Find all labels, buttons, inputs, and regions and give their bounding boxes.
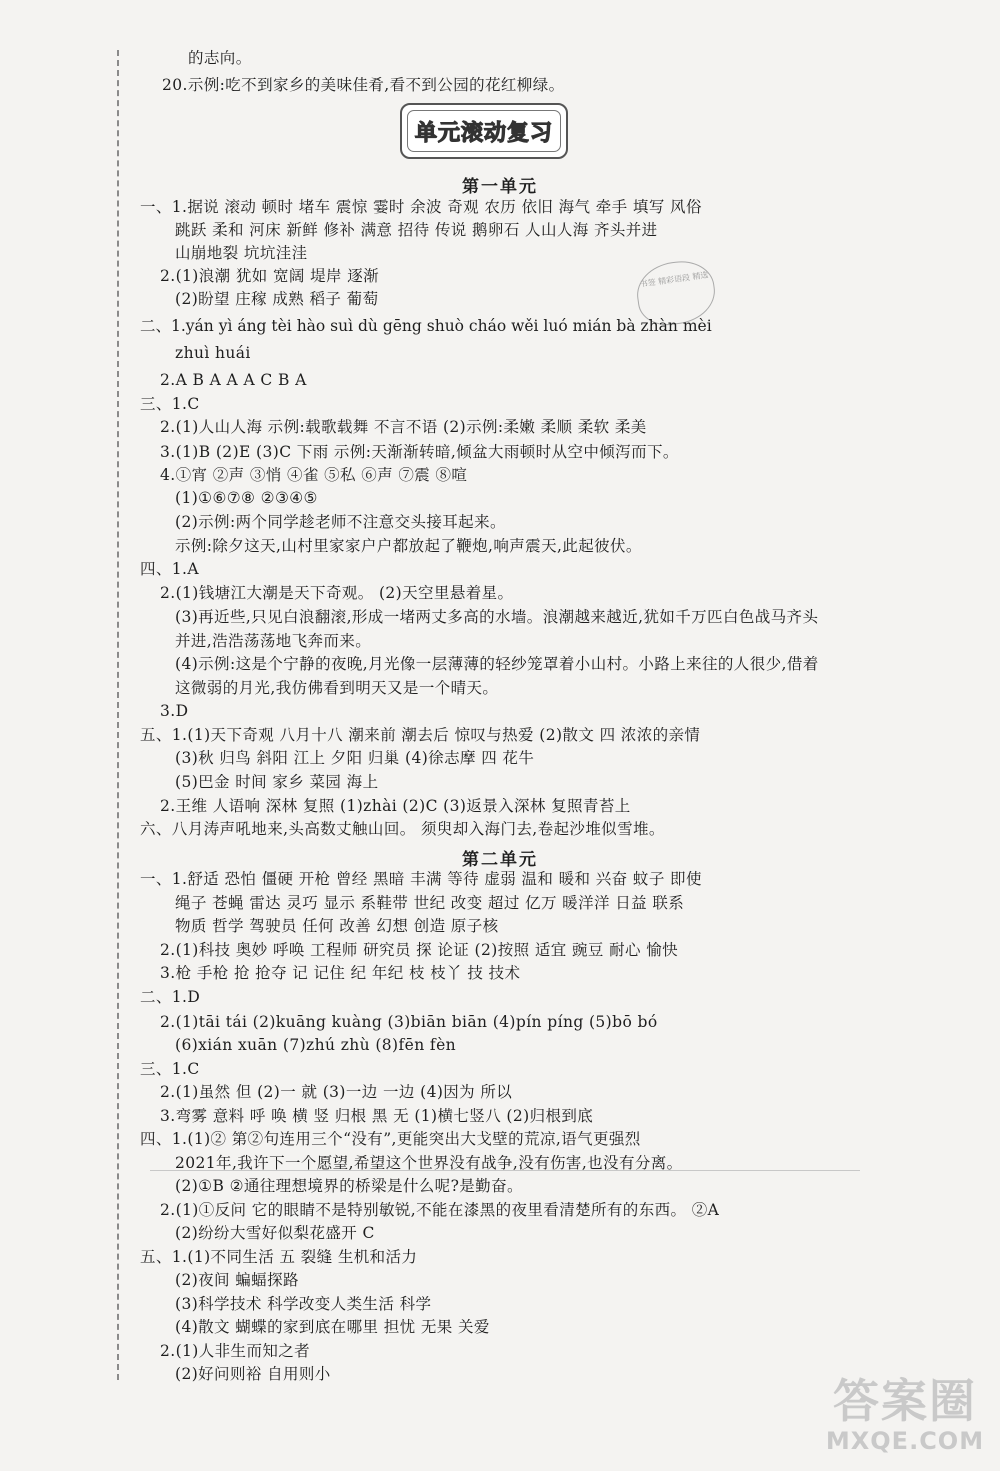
- unit1-line: (4)示例:这是个宁静的夜晚,月光像一层薄薄的轻纱笼罩着小山村。小路上来往的人很少,借着: [175, 655, 819, 673]
- unit1-line: zhuì huái: [175, 344, 251, 362]
- unit2-line: (6)xián xuān (7)zhú zhù (8)fēn fèn: [175, 1036, 457, 1054]
- binding-margin-line: [117, 50, 119, 1380]
- unit2-line: (2)好问则裕 自用则小: [175, 1365, 331, 1383]
- unit2-line: 2.(1)①反问 它的眼睛不是特别敏锐,不能在漆黑的夜里看清楚所有的东西。 ②A: [160, 1201, 720, 1219]
- unit2-line: 2021年,我许下一个愿望,希望这个世界没有战争,没有伤害,也没有分离。: [175, 1154, 683, 1172]
- site-watermark: [820, 1375, 990, 1460]
- unit2-line: 五、1.(1)不同生活 五 裂缝 生机和活力: [140, 1248, 418, 1266]
- watermark-logo-text: 答案圈: [833, 1374, 977, 1428]
- unit1-line: 跳跃 柔和 河床 新鲜 修补 满意 招待 传说 鹅卵石 人山人海 齐头并进: [175, 221, 658, 239]
- unit1-line: 山崩地裂 坑坑洼洼: [175, 244, 308, 262]
- unit-1-title: 第一单元: [462, 177, 538, 197]
- banner-title: 单元滚动复习: [407, 110, 561, 152]
- unit2-line: 3.枪 手枪 抢 抢夺 记 记住 纪 年纪 枝 枝丫 技 技术: [160, 964, 521, 982]
- unit1-line: 示例:除夕这天,山村里家家户户都放起了鞭炮,响声震天,此起彼伏。: [175, 537, 642, 555]
- unit1-line: 并进,浩浩荡荡地飞奔而来。: [175, 632, 372, 650]
- unit2-line: 四、1.(1)② 第②句连用三个“没有”,更能突出大戈壁的荒凉,语气更强烈: [140, 1130, 641, 1148]
- unit2-line: 一、1.舒适 恐怕 僵硬 开枪 曾经 黑暗 丰满 等待 虚弱 温和 暖和 兴奋 蚊子 即使: [140, 870, 702, 888]
- unit1-line: 2.(1)浪潮 犹如 宽阔 堤岸 逐渐: [160, 267, 380, 285]
- unit1-line: 2.(1)钱塘江大潮是天下奇观。 (2)天空里悬着星。: [160, 584, 514, 602]
- unit2-line: 物质 哲学 驾驶员 任何 改善 幻想 创造 原子核: [175, 917, 499, 935]
- unit2-line: 2.(1)科技 奥妙 呼唤 工程师 研究员 探 论证 (2)按照 适宜 豌豆 耐心 愉快: [160, 941, 678, 959]
- unit1-line: 2.A B A A A C B A: [160, 371, 307, 389]
- decorative-stamp: 书签 精彩语段 精选: [633, 257, 719, 329]
- unit1-line: (2)示例:两个同学趁老师不注意交头接耳起来。: [175, 513, 506, 531]
- unit1-line: (3)再近些,只见白浪翻滚,形成一堵两丈多高的水墙。浪潮越来越近,犹如千万匹白色战马齐头: [175, 608, 819, 626]
- unit1-line: 二、1.yán yì áng tèi hào suì dù gēng shuò cháo wěi luó mián bà zhàn mèi: [140, 317, 712, 335]
- unit1-line: 3.(1)B (2)E (3)C 下雨 示例:天渐渐转暗,倾盆大雨顿时从空中倾泻而下。: [160, 443, 679, 461]
- unit1-line: 三、1.C: [140, 395, 200, 413]
- unit2-line: (2)纷纷大雪好似梨花盛开 C: [175, 1224, 375, 1242]
- watermark-url: MXQE.COM: [825, 1427, 985, 1455]
- unit1-line: 3.D: [160, 702, 189, 720]
- unit2-line: 二、1.D: [140, 988, 201, 1006]
- unit2-line: (4)散文 蝴蝶的家到底在哪里 担忧 无果 关爱: [175, 1318, 490, 1336]
- unit-2-title: 第二单元: [462, 850, 538, 870]
- unit1-line: 一、1.据说 滚动 顿时 堵车 震惊 霎时 余波 奇观 农历 依旧 海气 牵手 填写 风俗: [140, 198, 702, 216]
- unit1-line: (5)巴金 时间 家乡 菜园 海上: [175, 773, 379, 791]
- unit2-line: (2)夜间 蝙蝠探路: [175, 1271, 299, 1289]
- unit2-line: (3)科学技术 科学改变人类生活 科学: [175, 1295, 432, 1313]
- unit1-line: 2.王维 人语响 深林 复照 (1)zhài (2)C (3)返景入深林 复照青苔上: [160, 797, 631, 815]
- unit1-line: 四、1.A: [140, 560, 199, 578]
- section-banner: [400, 103, 568, 159]
- unit1-line: 这微弱的月光,我仿佛看到明天又是一个晴天。: [175, 679, 499, 697]
- unit2-line: 2.(1)tāi tái (2)kuāng kuàng (3)biān biān (4)pín píng (5)bō bó: [160, 1013, 658, 1031]
- unit1-line: 2.(1)人山人海 示例:载歌载舞 不言不语 (2)示例:柔嫩 柔顺 柔软 柔美: [160, 418, 647, 436]
- unit1-line: 五、1.(1)天下奇观 八月十八 潮来前 潮去后 惊叹与热爱 (2)散文 四 浓浓的亲情: [140, 726, 701, 744]
- divider-line: [150, 1170, 860, 1171]
- unit1-line: 六、八月涛声吼地来,头高数丈触山回。 须臾却入海门去,卷起沙堆似雪堆。: [140, 820, 665, 838]
- text-line-top-0: 的志向。: [188, 49, 252, 67]
- unit1-line: 4.①宵 ②声 ③悄 ④雀 ⑤私 ⑥声 ⑦震 ⑧喧: [160, 466, 468, 484]
- unit1-line: (1)①⑥⑦⑧ ②③④⑤: [175, 489, 318, 507]
- unit2-line: (2)①B ②通往理想境界的桥梁是什么呢?是勤奋。: [175, 1177, 523, 1195]
- text-line-top-20: 20.示例:吃不到家乡的美味佳肴,看不到公园的花红柳绿。: [162, 76, 565, 94]
- unit2-line: 绳子 苍蝇 雷达 灵巧 显示 系鞋带 世纪 改变 超过 亿万 暖洋洋 日益 联系: [175, 894, 685, 912]
- unit2-line: 2.(1)人非生而知之者: [160, 1342, 311, 1360]
- unit1-line: (3)秋 归鸟 斜阳 江上 夕阳 归巢 (4)徐志摩 四 花牛: [175, 749, 535, 767]
- unit2-line: 2.(1)虽然 但 (2)一 就 (3)一边 一边 (4)因为 所以: [160, 1083, 513, 1101]
- unit2-line: 三、1.C: [140, 1060, 200, 1078]
- unit2-line: 3.弯雾 意料 呼 唤 横 竖 归根 黑 无 (1)横七竖八 (2)归根到底: [160, 1107, 594, 1125]
- unit1-line: (2)盼望 庄稼 成熟 稻子 葡萄: [175, 290, 379, 308]
